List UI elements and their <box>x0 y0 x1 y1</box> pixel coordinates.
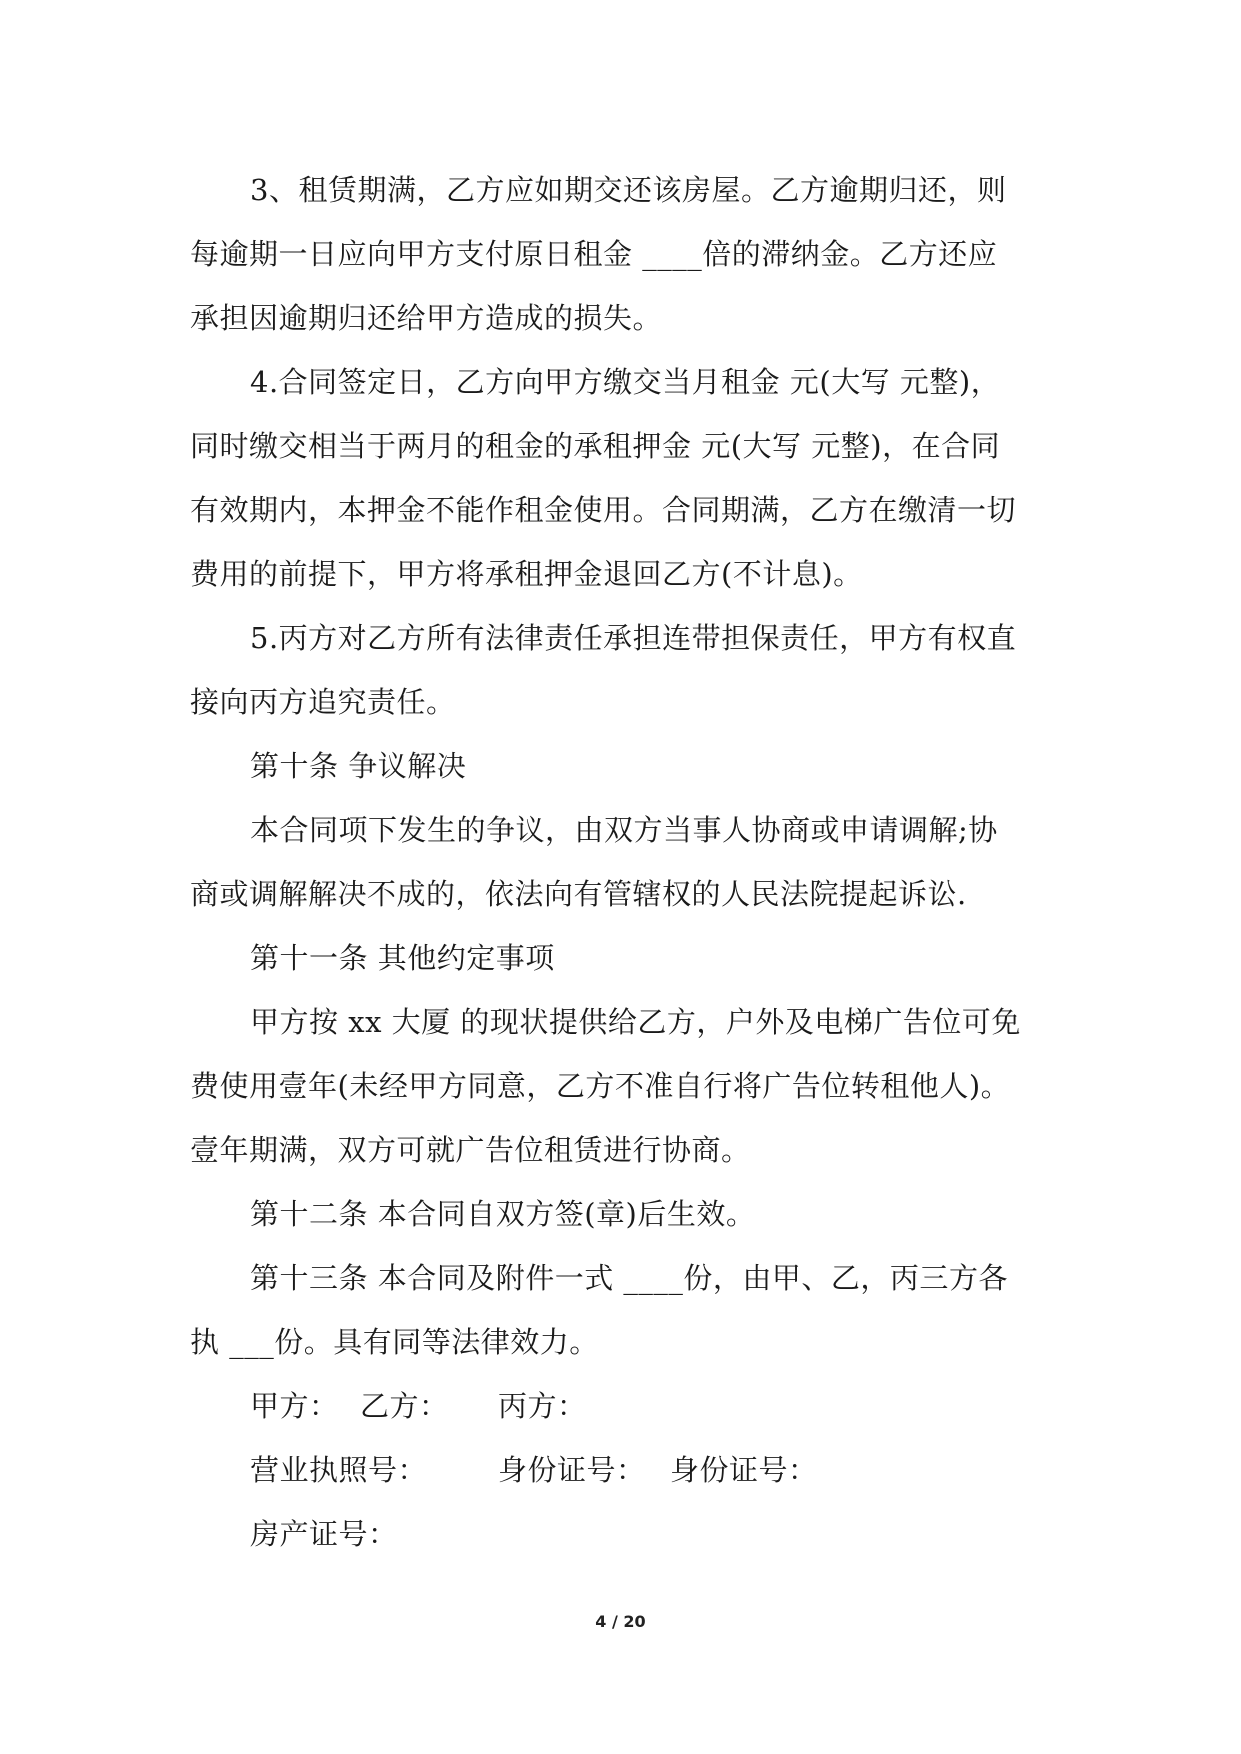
party-a-label: 甲方： <box>250 1389 339 1423</box>
page-number: 4 / 20 <box>595 1612 646 1631</box>
document-body <box>190 158 1060 1566</box>
section-heading: 第十一条 其他约定事项 <box>250 941 555 975</box>
paragraph-line: 5.丙方对乙方所有法律责任承担连带担保责任，甲方有权直 <box>250 621 1017 655</box>
paragraph-line: 甲方按 xx 大厦 的现状提供给乙方，户外及电梯广告位可免 <box>250 1005 1021 1039</box>
paragraph-line: 3、租赁期满，乙方应如期交还该房屋。乙方逾期归还，则 <box>250 173 1007 207</box>
paragraph-line: 承担因逾期归还给甲方造成的损失。 <box>190 301 663 335</box>
paragraph-line: 第十三条 本合同及附件一式 ____份，由甲、乙，丙三方各 <box>250 1261 1008 1295</box>
signature-parties-row <box>190 1374 1060 1438</box>
property-cert-label: 房产证号： <box>250 1517 398 1551</box>
party-b-label: 乙方： <box>360 1389 449 1423</box>
paragraph-line: 壹年期满，双方可就广告位租赁进行协商。 <box>190 1133 751 1167</box>
paragraph-line: 同时缴交相当于两月的租金的承租押金 元(大写 元整)，在合同 <box>190 429 1001 463</box>
paragraph-line: 每逾期一日应向甲方支付原日租金 ____倍的滞纳金。乙方还应 <box>190 237 998 271</box>
business-license-label: 营业执照号： <box>250 1453 428 1487</box>
paragraph-line: 费用的前提下，甲方将承租押金退回乙方(不计息)。 <box>190 557 863 591</box>
paragraph-line: 费使用壹年(未经甲方同意，乙方不准自行将广告位转租他人)。 <box>190 1069 1011 1103</box>
party-c-label: 丙方： <box>498 1389 587 1423</box>
paragraph-line: 本合同项下发生的争议，由双方当事人协商或申请调解;协 <box>250 813 998 847</box>
paragraph-line: 接向丙方追究责任。 <box>190 685 456 719</box>
section-heading: 第十二条 本合同自双方签(章)后生效。 <box>250 1197 756 1231</box>
paragraph-line: 执 ___份。具有同等法律效力。 <box>190 1325 599 1359</box>
id-number-label: 身份证号： <box>498 1453 646 1487</box>
section-heading: 第十条 争议解决 <box>250 749 467 783</box>
id-number-label: 身份证号： <box>670 1453 818 1487</box>
paragraph-line: 有效期内，本押金不能作租金使用。合同期满，乙方在缴清一切 <box>190 493 1017 527</box>
paragraph-line: 商或调解解决不成的，依法向有管辖权的人民法院提起诉讼. <box>190 877 967 911</box>
paragraph-line: 4.合同签定日，乙方向甲方缴交当月租金 元(大写 元整)， <box>250 365 1001 399</box>
signature-ids-row <box>190 1438 1060 1502</box>
